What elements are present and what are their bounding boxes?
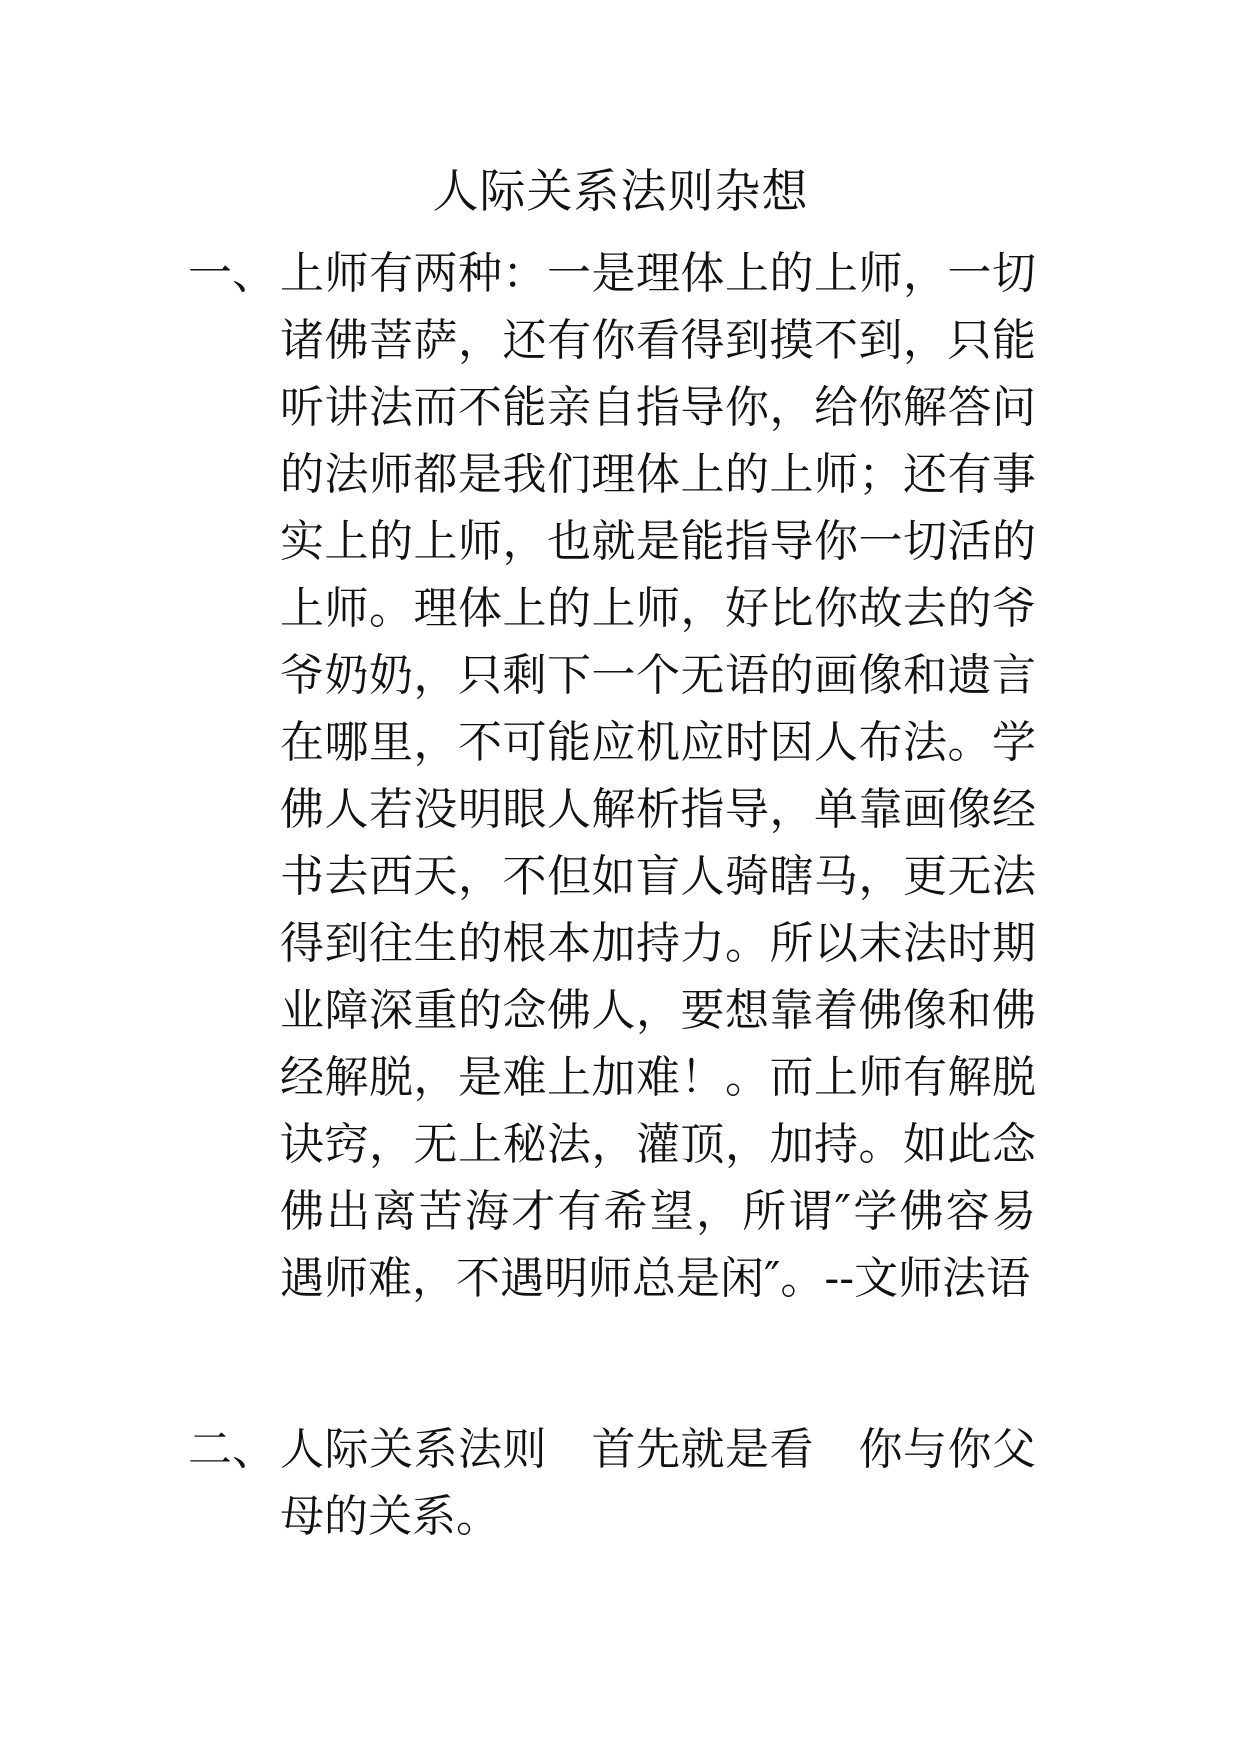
list-item	[188, 1416, 1058, 1550]
list-item-marker: 二、	[188, 1424, 276, 1475]
list-item-marker: 一、	[188, 248, 276, 299]
list-item-text: 人际关系法则 首先就是看 你与你父母的关系。	[280, 1424, 1036, 1542]
list-item-text: 上师有两种：一是理体上的上师，一切诸佛菩萨，还有你看得到摸不到，只能听讲法而不能亲自指导你，给你解答问的法师都是我们理体上的上师；还有事实上的上师，也就是能指导你一切活的上师。理体上的上师，好比你故去的爷爷奶奶，只剩下一个无语的画像和遗言在哪里，不可能应机应时因人布法。学佛人若没明眼人解析指导，单靠画像经书去西天，不但如盲人骑瞎马，更无法得到往生的根本加持力。所以末法时期业障深重的念佛人，要想靠着佛像和佛经解脱，是难上加难！。而上师有解脱诀窍，无上秘法，灌顶，加持。如此念佛出离苦海才有希望，所谓″学佛容易遇师难，不遇明师总是闲″。--文师法语	[280, 248, 1036, 1304]
list-item	[188, 240, 1058, 1312]
document-title: 人际关系法则杂想	[432, 164, 809, 218]
